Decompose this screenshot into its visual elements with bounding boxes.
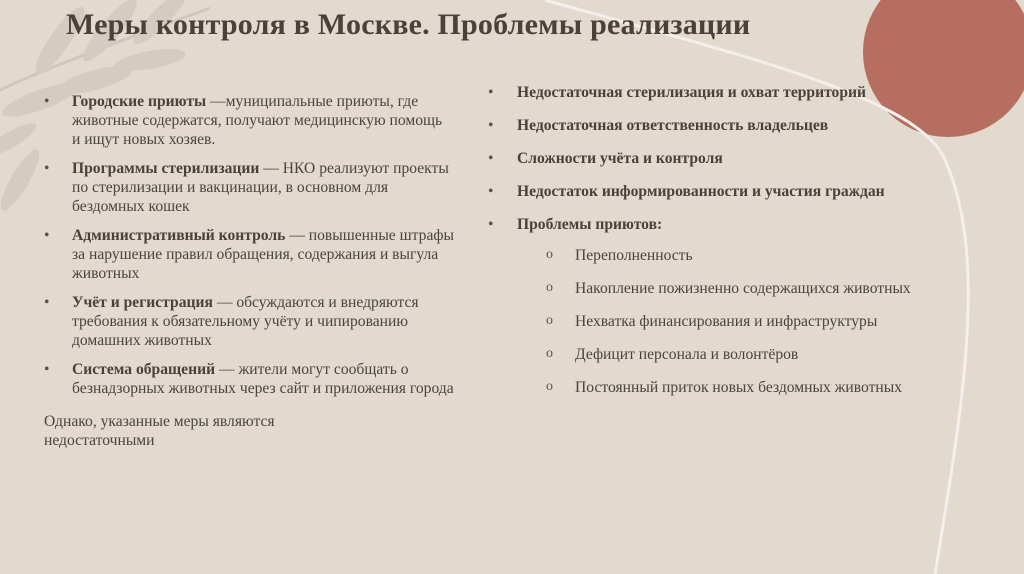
item-term: Административный контроль (72, 227, 286, 244)
sub-list-item: o Постоянный приток новых бездомных животных (517, 377, 995, 398)
list-item: • Недостаток информированности и участия граждан (488, 181, 978, 202)
measures-column (44, 92, 454, 450)
item-term: Учёт и регистрация (72, 294, 213, 311)
item-desc: — повышенные штрафы за нарушение правил обращения, содержания и выгула животных (72, 227, 454, 282)
item-desc: — жители могут сообщать о безнадзорных животных через сайт и приложения города (72, 361, 454, 397)
sub-list-item: o Нехватка финансирования и инфраструктуры (517, 311, 995, 332)
problems-list (488, 82, 978, 398)
list-item (44, 226, 454, 283)
list-item: • Недостаточная стерилизация и охват территорий (488, 82, 978, 103)
list-item (44, 159, 454, 216)
list-item: • Сложности учёта и контроля (488, 148, 978, 169)
list-item (44, 360, 454, 398)
item-term: Программы стерилизации (72, 160, 260, 177)
shelter-problems-sublist (517, 245, 978, 398)
list-item (44, 293, 454, 350)
sub-list-item: o Переполненность (517, 245, 995, 266)
item-term: Городские приюты (72, 93, 207, 110)
shelter-problems-heading: Проблемы приютов: (517, 216, 663, 233)
item-term: Система обращений (72, 361, 216, 378)
measures-list (44, 92, 454, 398)
page-title: Меры контроля в Москве. Проблемы реализации (66, 8, 751, 41)
list-item: • Недостаточная ответственность владельцев (488, 115, 978, 136)
sub-list-item: o Накопление пожизненно содержащихся животных (517, 278, 995, 299)
problems-column (488, 82, 978, 410)
sub-list-item: o Дефицит персонала и волонтёров (517, 344, 995, 365)
list-item (44, 92, 454, 149)
item-desc: — НКО реализуют проекты по стерилизации и вакцинации, в основном для бездомных кошек (72, 160, 449, 215)
item-desc: — обсуждаются и внедряются требования к обязательному учёту и чипированию домашних животных (72, 294, 419, 349)
conclusion-note: Однако, указанные меры являются недостаточными (44, 413, 275, 449)
item-desc: —муниципальные приюты, где животные содержатся, получают медицинскую помощь и ищут новых хозяев. (72, 93, 443, 148)
list-item (488, 214, 978, 398)
